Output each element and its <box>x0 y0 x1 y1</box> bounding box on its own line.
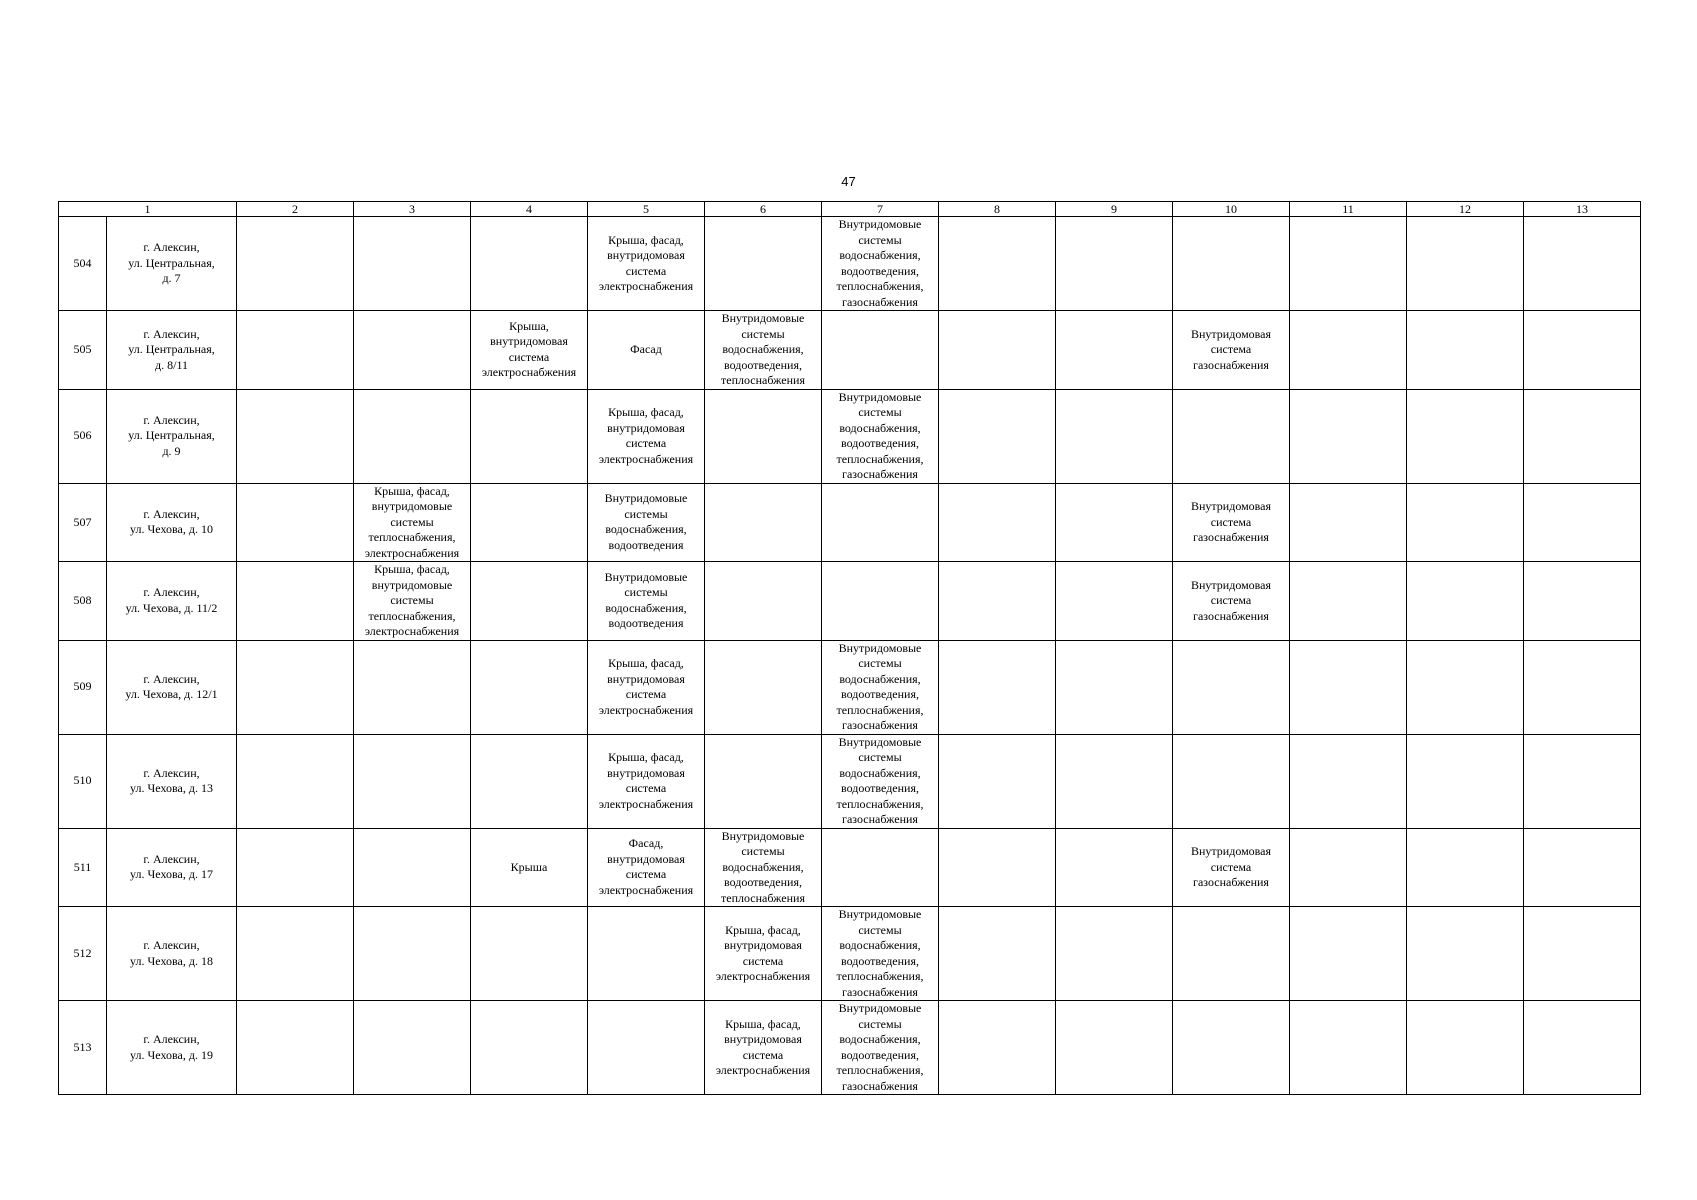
column-8-cell <box>939 907 1056 1001</box>
column-5-cell: Внутридомовые системы водоснабжения, водоотведения <box>588 562 705 641</box>
column-4-cell <box>471 1001 588 1095</box>
column-6-cell <box>705 217 822 311</box>
column-2-cell <box>237 734 354 828</box>
column-10-cell <box>1173 1001 1290 1095</box>
table-row <box>59 217 1641 311</box>
column-13-cell <box>1524 562 1641 641</box>
column-2-cell <box>237 389 354 483</box>
column-7-cell: Внутридомовые системы водоснабжения, водоотведения, теплоснабжения, газоснабжения <box>822 640 939 734</box>
column-4-cell <box>471 483 588 562</box>
column-5-cell <box>588 1001 705 1095</box>
column-6-cell: Внутридомовые системы водоснабжения, водоотведения, теплоснабжения <box>705 828 822 907</box>
column-5-cell: Внутридомовые системы водоснабжения, водоотведения <box>588 483 705 562</box>
address-cell: г. Алексин, ул. Чехова, д. 11/2 <box>107 562 237 641</box>
column-5-cell: Крыша, фасад, внутридомовая система электроснабжения <box>588 734 705 828</box>
column-4-cell <box>471 562 588 641</box>
column-5-cell: Крыша, фасад, внутридомовая система электроснабжения <box>588 640 705 734</box>
row-number-cell: 512 <box>59 907 107 1001</box>
column-2-cell <box>237 640 354 734</box>
column-13-cell <box>1524 734 1641 828</box>
column-7-cell: Внутридомовые системы водоснабжения, водоотведения, теплоснабжения, газоснабжения <box>822 1001 939 1095</box>
column-header: 3 <box>354 202 471 217</box>
address-cell: г. Алексин, ул. Чехова, д. 13 <box>107 734 237 828</box>
column-9-cell <box>1056 734 1173 828</box>
column-9-cell <box>1056 217 1173 311</box>
column-6-cell: Внутридомовые системы водоснабжения, водоотведения, теплоснабжения <box>705 311 822 390</box>
column-3-cell <box>354 1001 471 1095</box>
column-8-cell <box>939 311 1056 390</box>
column-3-cell: Крыша, фасад, внутридомовые системы теплоснабжения, электроснабжения <box>354 562 471 641</box>
row-number-cell: 504 <box>59 217 107 311</box>
column-12-cell <box>1407 217 1524 311</box>
column-11-cell <box>1290 828 1407 907</box>
column-10-cell <box>1173 640 1290 734</box>
column-13-cell <box>1524 907 1641 1001</box>
column-7-cell: Внутридомовые системы водоснабжения, водоотведения, теплоснабжения, газоснабжения <box>822 217 939 311</box>
table-row <box>59 1001 1641 1095</box>
column-10-cell <box>1173 907 1290 1001</box>
column-11-cell <box>1290 907 1407 1001</box>
column-5-cell: Фасад <box>588 311 705 390</box>
column-header: 1 <box>59 202 237 217</box>
column-13-cell <box>1524 389 1641 483</box>
column-9-cell <box>1056 311 1173 390</box>
column-12-cell <box>1407 734 1524 828</box>
column-8-cell <box>939 734 1056 828</box>
column-11-cell <box>1290 1001 1407 1095</box>
column-8-cell <box>939 217 1056 311</box>
column-7-cell <box>822 828 939 907</box>
column-12-cell <box>1407 1001 1524 1095</box>
column-5-cell: Крыша, фасад, внутридомовая система электроснабжения <box>588 389 705 483</box>
column-10-cell: Внутридомовая система газоснабжения <box>1173 311 1290 390</box>
column-13-cell <box>1524 828 1641 907</box>
row-number-cell: 511 <box>59 828 107 907</box>
repair-schedule-table <box>58 201 1641 1095</box>
column-header: 11 <box>1290 202 1407 217</box>
column-4-cell <box>471 389 588 483</box>
column-2-cell <box>237 907 354 1001</box>
table-row <box>59 828 1641 907</box>
column-3-cell <box>354 828 471 907</box>
column-header: 4 <box>471 202 588 217</box>
column-13-cell <box>1524 311 1641 390</box>
row-number-cell: 508 <box>59 562 107 641</box>
column-12-cell <box>1407 389 1524 483</box>
column-6-cell <box>705 640 822 734</box>
address-cell: г. Алексин, ул. Чехова, д. 12/1 <box>107 640 237 734</box>
column-6-cell <box>705 734 822 828</box>
column-4-cell <box>471 640 588 734</box>
table-row <box>59 311 1641 390</box>
column-12-cell <box>1407 828 1524 907</box>
address-cell: г. Алексин, ул. Чехова, д. 19 <box>107 1001 237 1095</box>
column-10-cell: Внутридомовая система газоснабжения <box>1173 562 1290 641</box>
address-cell: г. Алексин, ул. Центральная, д. 7 <box>107 217 237 311</box>
table-row <box>59 562 1641 641</box>
column-4-cell <box>471 734 588 828</box>
column-10-cell <box>1173 389 1290 483</box>
column-13-cell <box>1524 483 1641 562</box>
column-7-cell: Внутридомовые системы водоснабжения, водоотведения, теплоснабжения, газоснабжения <box>822 734 939 828</box>
column-10-cell <box>1173 217 1290 311</box>
table-row <box>59 907 1641 1001</box>
column-header: 10 <box>1173 202 1290 217</box>
column-4-cell: Крыша, внутридомовая система электроснабжения <box>471 311 588 390</box>
column-header: 12 <box>1407 202 1524 217</box>
column-12-cell <box>1407 483 1524 562</box>
column-11-cell <box>1290 734 1407 828</box>
row-number-cell: 505 <box>59 311 107 390</box>
column-10-cell: Внутридомовая система газоснабжения <box>1173 483 1290 562</box>
column-9-cell <box>1056 640 1173 734</box>
column-9-cell <box>1056 389 1173 483</box>
column-13-cell <box>1524 1001 1641 1095</box>
column-5-cell: Фасад, внутридомовая система электроснабжения <box>588 828 705 907</box>
column-2-cell <box>237 217 354 311</box>
column-header-row <box>59 202 1641 217</box>
column-12-cell <box>1407 562 1524 641</box>
column-8-cell <box>939 483 1056 562</box>
column-11-cell <box>1290 483 1407 562</box>
column-2-cell <box>237 1001 354 1095</box>
address-cell: г. Алексин, ул. Чехова, д. 10 <box>107 483 237 562</box>
column-13-cell <box>1524 640 1641 734</box>
column-11-cell <box>1290 389 1407 483</box>
column-header: 13 <box>1524 202 1641 217</box>
column-4-cell: Крыша <box>471 828 588 907</box>
table-row <box>59 389 1641 483</box>
column-3-cell: Крыша, фасад, внутридомовые системы теплоснабжения, электроснабжения <box>354 483 471 562</box>
column-header: 7 <box>822 202 939 217</box>
column-8-cell <box>939 828 1056 907</box>
column-6-cell <box>705 389 822 483</box>
column-11-cell <box>1290 640 1407 734</box>
page-number: 47 <box>841 174 856 189</box>
column-5-cell: Крыша, фасад, внутридомовая система электроснабжения <box>588 217 705 311</box>
address-cell: г. Алексин, ул. Чехова, д. 18 <box>107 907 237 1001</box>
address-cell: г. Алексин, ул. Чехова, д. 17 <box>107 828 237 907</box>
column-8-cell <box>939 562 1056 641</box>
column-3-cell <box>354 734 471 828</box>
column-6-cell <box>705 562 822 641</box>
column-12-cell <box>1407 640 1524 734</box>
address-cell: г. Алексин, ул. Центральная, д. 8/11 <box>107 311 237 390</box>
column-8-cell <box>939 389 1056 483</box>
column-7-cell <box>822 562 939 641</box>
column-header: 6 <box>705 202 822 217</box>
column-4-cell <box>471 217 588 311</box>
column-7-cell: Внутридомовые системы водоснабжения, водоотведения, теплоснабжения, газоснабжения <box>822 389 939 483</box>
column-2-cell <box>237 311 354 390</box>
column-7-cell <box>822 483 939 562</box>
column-9-cell <box>1056 1001 1173 1095</box>
column-3-cell <box>354 311 471 390</box>
column-10-cell <box>1173 734 1290 828</box>
address-cell: г. Алексин, ул. Центральная, д. 9 <box>107 389 237 483</box>
column-8-cell <box>939 640 1056 734</box>
row-number-cell: 509 <box>59 640 107 734</box>
table-row <box>59 483 1641 562</box>
column-11-cell <box>1290 217 1407 311</box>
column-10-cell: Внутридомовая система газоснабжения <box>1173 828 1290 907</box>
column-11-cell <box>1290 562 1407 641</box>
column-13-cell <box>1524 217 1641 311</box>
row-number-cell: 506 <box>59 389 107 483</box>
column-7-cell <box>822 311 939 390</box>
column-3-cell <box>354 389 471 483</box>
column-3-cell <box>354 640 471 734</box>
column-6-cell <box>705 483 822 562</box>
column-header: 2 <box>237 202 354 217</box>
column-6-cell: Крыша, фасад, внутридомовая система электроснабжения <box>705 907 822 1001</box>
row-number-cell: 507 <box>59 483 107 562</box>
column-3-cell <box>354 217 471 311</box>
table-row <box>59 734 1641 828</box>
column-header: 8 <box>939 202 1056 217</box>
row-number-cell: 510 <box>59 734 107 828</box>
column-12-cell <box>1407 311 1524 390</box>
column-6-cell: Крыша, фасад, внутридомовая система электроснабжения <box>705 1001 822 1095</box>
column-3-cell <box>354 907 471 1001</box>
column-9-cell <box>1056 907 1173 1001</box>
column-header: 9 <box>1056 202 1173 217</box>
row-number-cell: 513 <box>59 1001 107 1095</box>
column-9-cell <box>1056 562 1173 641</box>
table-row <box>59 640 1641 734</box>
column-11-cell <box>1290 311 1407 390</box>
column-2-cell <box>237 483 354 562</box>
column-8-cell <box>939 1001 1056 1095</box>
column-4-cell <box>471 907 588 1001</box>
column-2-cell <box>237 828 354 907</box>
column-9-cell <box>1056 828 1173 907</box>
column-header: 5 <box>588 202 705 217</box>
column-2-cell <box>237 562 354 641</box>
column-5-cell <box>588 907 705 1001</box>
column-7-cell: Внутридомовые системы водоснабжения, водоотведения, теплоснабжения, газоснабжения <box>822 907 939 1001</box>
column-9-cell <box>1056 483 1173 562</box>
column-12-cell <box>1407 907 1524 1001</box>
